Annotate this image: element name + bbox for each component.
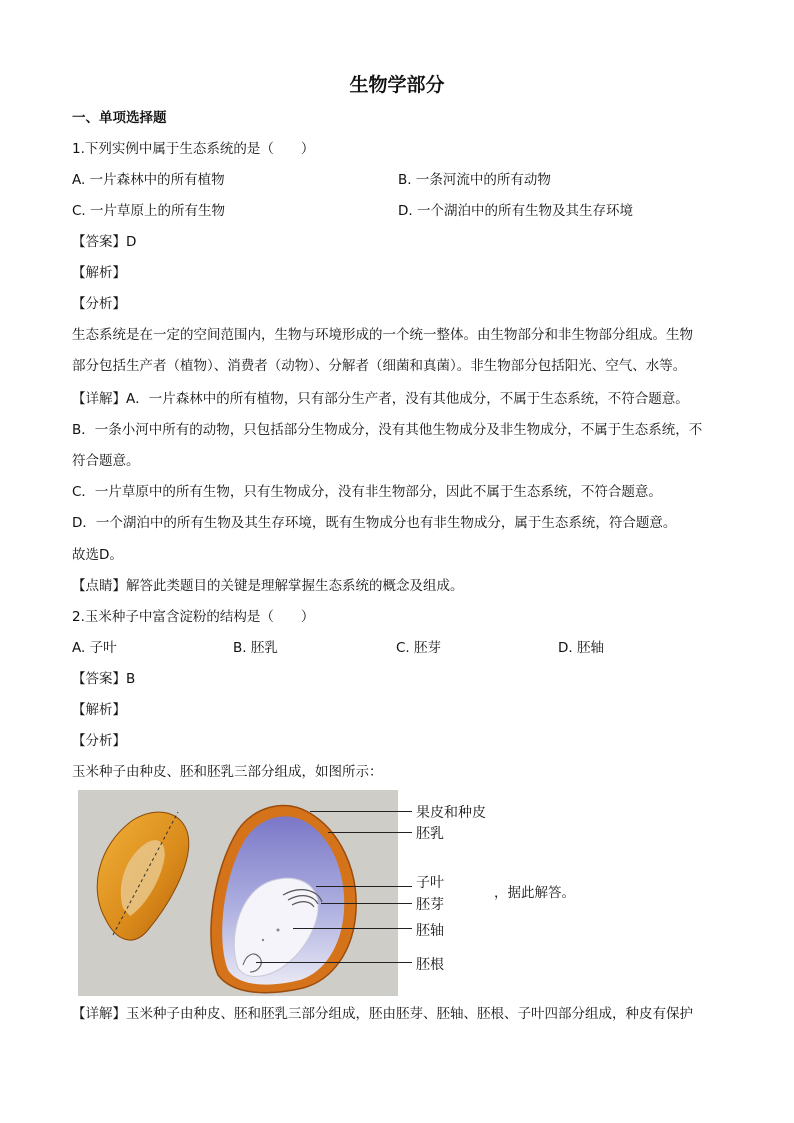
q1-fenxi-line-1: 生态系统是在一定的空间范围内，生物与环境形成的一个统一整体。由生物部分和非生物部分组成。生物 bbox=[72, 327, 693, 343]
figure-label-plumule: 胚芽 bbox=[416, 897, 444, 913]
corn-seed-illustration bbox=[78, 790, 398, 996]
q1-option-b: B. 一条河流中的所有动物 bbox=[398, 172, 551, 188]
q1-answer: 【答案】D bbox=[72, 234, 137, 250]
q1-dianjing: 【点睛】解答此类题目的关键是理解掌握生态系统的概念及组成。 bbox=[72, 578, 464, 594]
q2-answer: 【答案】B bbox=[72, 671, 136, 687]
figure-label-cotyledon: 子叶 bbox=[416, 875, 444, 891]
q2-figure-followup: ，据此解答。 bbox=[494, 885, 575, 901]
leader-line bbox=[398, 903, 412, 904]
leader-line bbox=[328, 832, 398, 833]
leader-line bbox=[310, 811, 398, 812]
q1-fenxi-line-2: 部分包括生产者（植物）、消费者（动物）、分解者（细菌和真菌）。非生物部分包括阳光、空气、水等。 bbox=[72, 358, 687, 374]
q1-detail-line-4: C．一片草原中的所有生物，只有生物成分，没有非生物部分，因此不属于生态系统，不符合题意。 bbox=[72, 484, 662, 500]
q1-option-a: A. 一片森林中的所有植物 bbox=[72, 172, 225, 188]
leader-line bbox=[293, 928, 398, 929]
figure-label-hypocotyl: 胚轴 bbox=[416, 923, 444, 939]
leader-line bbox=[398, 886, 412, 887]
leader-line bbox=[316, 886, 398, 887]
q1-detail-line-5: D．一个湖泊中的所有生物及其生存环境，既有生物成分也有非生物成分，属于生态系统，符合题意。 bbox=[72, 515, 677, 531]
leader-line bbox=[398, 832, 412, 833]
q1-fenxi-heading: 【分析】 bbox=[72, 296, 126, 312]
q2-option-a: A. 子叶 bbox=[72, 640, 117, 656]
leader-line bbox=[398, 928, 412, 929]
q1-detail-line-1: 【详解】A．一片森林中的所有植物，只有部分生产者，没有其他成分，不属于生态系统，不符合题意。 bbox=[72, 391, 689, 407]
q2-fenxi-heading: 【分析】 bbox=[72, 733, 126, 749]
page-title: 生物学部分 bbox=[349, 74, 445, 96]
q1-conclusion: 故选D。 bbox=[72, 547, 123, 563]
q1-option-d: D. 一个湖泊中的所有生物及其生存环境 bbox=[398, 203, 633, 219]
q1-detail-line-2: B．一条小河中所有的动物，只包括部分生物成分，没有其他生物成分及非生物成分，不属于生态系统，不 bbox=[72, 422, 703, 438]
q1-detail-line-3: 符合题意。 bbox=[72, 453, 140, 469]
figure-label-pericarp: 果皮和种皮 bbox=[416, 805, 486, 821]
figure-label-radicle: 胚根 bbox=[416, 957, 444, 973]
figure-label-endosperm: 胚乳 bbox=[416, 826, 444, 842]
q2-analysis-heading: 【解析】 bbox=[72, 702, 126, 718]
q2-option-c: C. 胚芽 bbox=[396, 640, 442, 656]
leader-line bbox=[398, 962, 412, 963]
q1-stem: 1.下列实例中属于生态系统的是（ ） bbox=[72, 141, 315, 157]
q2-detail-line-1: 【详解】玉米种子由种皮、胚和胚乳三部分组成，胚由胚芽、胚轴、胚根、子叶四部分组成，种皮有保护 bbox=[72, 1006, 693, 1022]
q2-option-d: D. 胚轴 bbox=[558, 640, 604, 656]
leader-line bbox=[321, 903, 398, 904]
section-heading: 一、单项选择题 bbox=[72, 110, 167, 126]
q1-analysis-heading: 【解析】 bbox=[72, 265, 126, 281]
leader-line bbox=[398, 811, 412, 812]
q1-option-c: C. 一片草原上的所有生物 bbox=[72, 203, 226, 219]
leader-line bbox=[256, 962, 398, 963]
q2-option-b: B. 胚乳 bbox=[233, 640, 278, 656]
corn-seed-figure bbox=[78, 790, 398, 996]
q2-stem: 2.玉米种子中富含淀粉的结构是（ ） bbox=[72, 609, 315, 625]
q2-fenxi-line-1: 玉米种子由种皮、胚和胚乳三部分组成，如图所示： bbox=[72, 764, 383, 780]
